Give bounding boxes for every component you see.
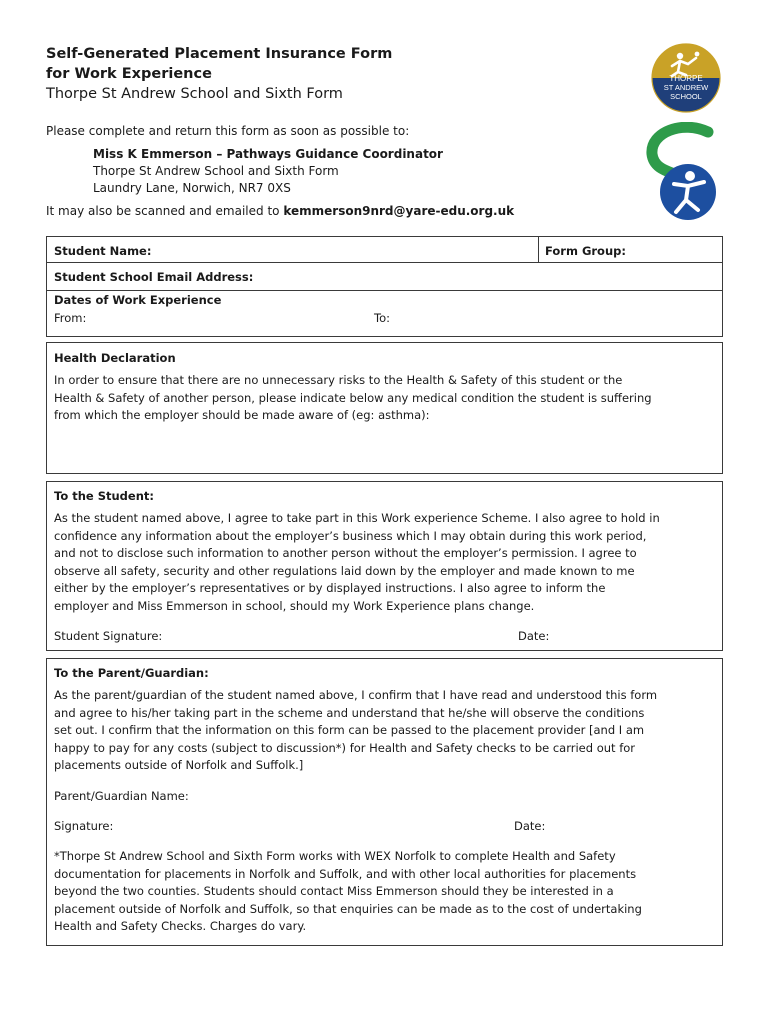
scan-email-note (46, 203, 646, 220)
student-email-field[interactable]: Student School Email Address: (54, 270, 254, 284)
footnote-line: placement outside of Norfolk and Suffolk, so that enquiries can be made as to the cost of undertaking (54, 901, 642, 916)
student-line: observe all safety, security and other regulations laid down by the employer and made known to me (54, 563, 635, 578)
parent-signature-field[interactable]: Signature: (54, 819, 114, 833)
health-line: from which the employer should be made aware of (eg: asthma): (54, 408, 430, 423)
to-date-field[interactable]: To: (374, 311, 390, 325)
return-address (93, 146, 613, 197)
student-agreement-text (54, 510, 719, 616)
student-line: and not to disclose such information to another person without the employer’s permission. I agree to (54, 546, 637, 561)
form-title-line-1: Self-Generated Placement Insurance Form (46, 46, 393, 62)
parent-name-field[interactable]: Parent/Guardian Name: (54, 789, 189, 803)
address-line-1: Thorpe St Andrew School and Sixth Form (93, 164, 339, 178)
student-line: confidence any information about the employer’s business which I may obtain during this work period, (54, 528, 647, 543)
form-title-line-2: for Work Experience (46, 66, 212, 82)
footnote-line: Health and Safety Checks. Charges do vary. (54, 919, 307, 934)
contact-email[interactable]: kemmerson9nrd@yare-edu.org.uk (283, 204, 515, 218)
parent-heading: To the Parent/Guardian: (54, 666, 209, 680)
crest-gold-half (652, 44, 720, 78)
school-name-subtitle: Thorpe St Andrew School and Sixth Form (46, 86, 343, 102)
crest-text-1: THORPE (669, 74, 703, 83)
parent-agreement-text (54, 687, 719, 775)
footnote-line: *Thorpe St Andrew School and Sixth Form works with WEX Norfolk to complete Health and Safety (54, 849, 616, 863)
row-divider-1 (46, 262, 723, 263)
from-date-field[interactable]: From: (54, 311, 87, 325)
student-line: As the student named above, I agree to take part in this Work experience Scheme. I also agree to hold in (54, 511, 660, 525)
wex-footnote (54, 848, 719, 936)
parent-line: happy to pay for any costs (subject to discussion*) for Health and Safety checks to be carried out for (54, 740, 636, 755)
form-header (46, 44, 606, 104)
dates-label: Dates of Work Experience (54, 293, 222, 307)
return-instruction: Please complete and return this form as soon as possible to: (46, 124, 410, 138)
student-name-field[interactable]: Student Name: (54, 244, 152, 258)
school-crest-logo (650, 42, 722, 114)
parent-line: As the parent/guardian of the student named above, I confirm that I have read and understood this form (54, 688, 658, 702)
parent-line: and agree to his/her taking part in the scheme and understand that he/she will observe the conditions (54, 705, 645, 720)
address-line-2: Laundry Lane, Norwich, NR7 0XS (93, 181, 291, 195)
contact-name: Miss K Emmerson – Pathways Guidance Coordinator (93, 147, 443, 161)
parent-line: placements outside of Norfolk and Suffolk.] (54, 758, 304, 773)
student-signature-field[interactable]: Student Signature: (54, 629, 163, 643)
student-line: either by the employer’s representatives or by displayed instructions. I also agree to inform the (54, 581, 606, 596)
details-divider (538, 236, 539, 263)
health-text (54, 372, 719, 425)
health-heading: Health Declaration (54, 351, 176, 365)
student-heading: To the Student: (54, 489, 154, 503)
crest-text-3: SCHOOL (670, 92, 702, 101)
row-divider-2 (46, 290, 723, 291)
health-line: In order to ensure that there are no unnecessary risks to the Health & Safety of this student or the (54, 373, 623, 387)
parent-line: set out. I confirm that the information on this form can be passed to the placement provider [and I am (54, 723, 645, 738)
student-line: employer and Miss Emmerson in school, should my Work Experience plans change. (54, 598, 535, 613)
footnote-line: documentation for placements in Norfolk and Suffolk, and with other local authorities for placements (54, 866, 637, 881)
parent-date-field[interactable]: Date: (514, 819, 546, 833)
crest-text-2: ST ANDREW (663, 83, 709, 92)
scan-prefix: It may also be scanned and emailed to (46, 204, 284, 218)
pathways-s-logo (638, 122, 724, 226)
footnote-line: beyond the two counties. Students should contact Miss Emmerson should they be interested in a (54, 884, 614, 899)
health-line: Health & Safety of another person, please indicate below any medical condition the student is suffering (54, 390, 652, 405)
student-date-field[interactable]: Date: (518, 629, 550, 643)
form-group-field[interactable]: Form Group: (545, 244, 626, 258)
